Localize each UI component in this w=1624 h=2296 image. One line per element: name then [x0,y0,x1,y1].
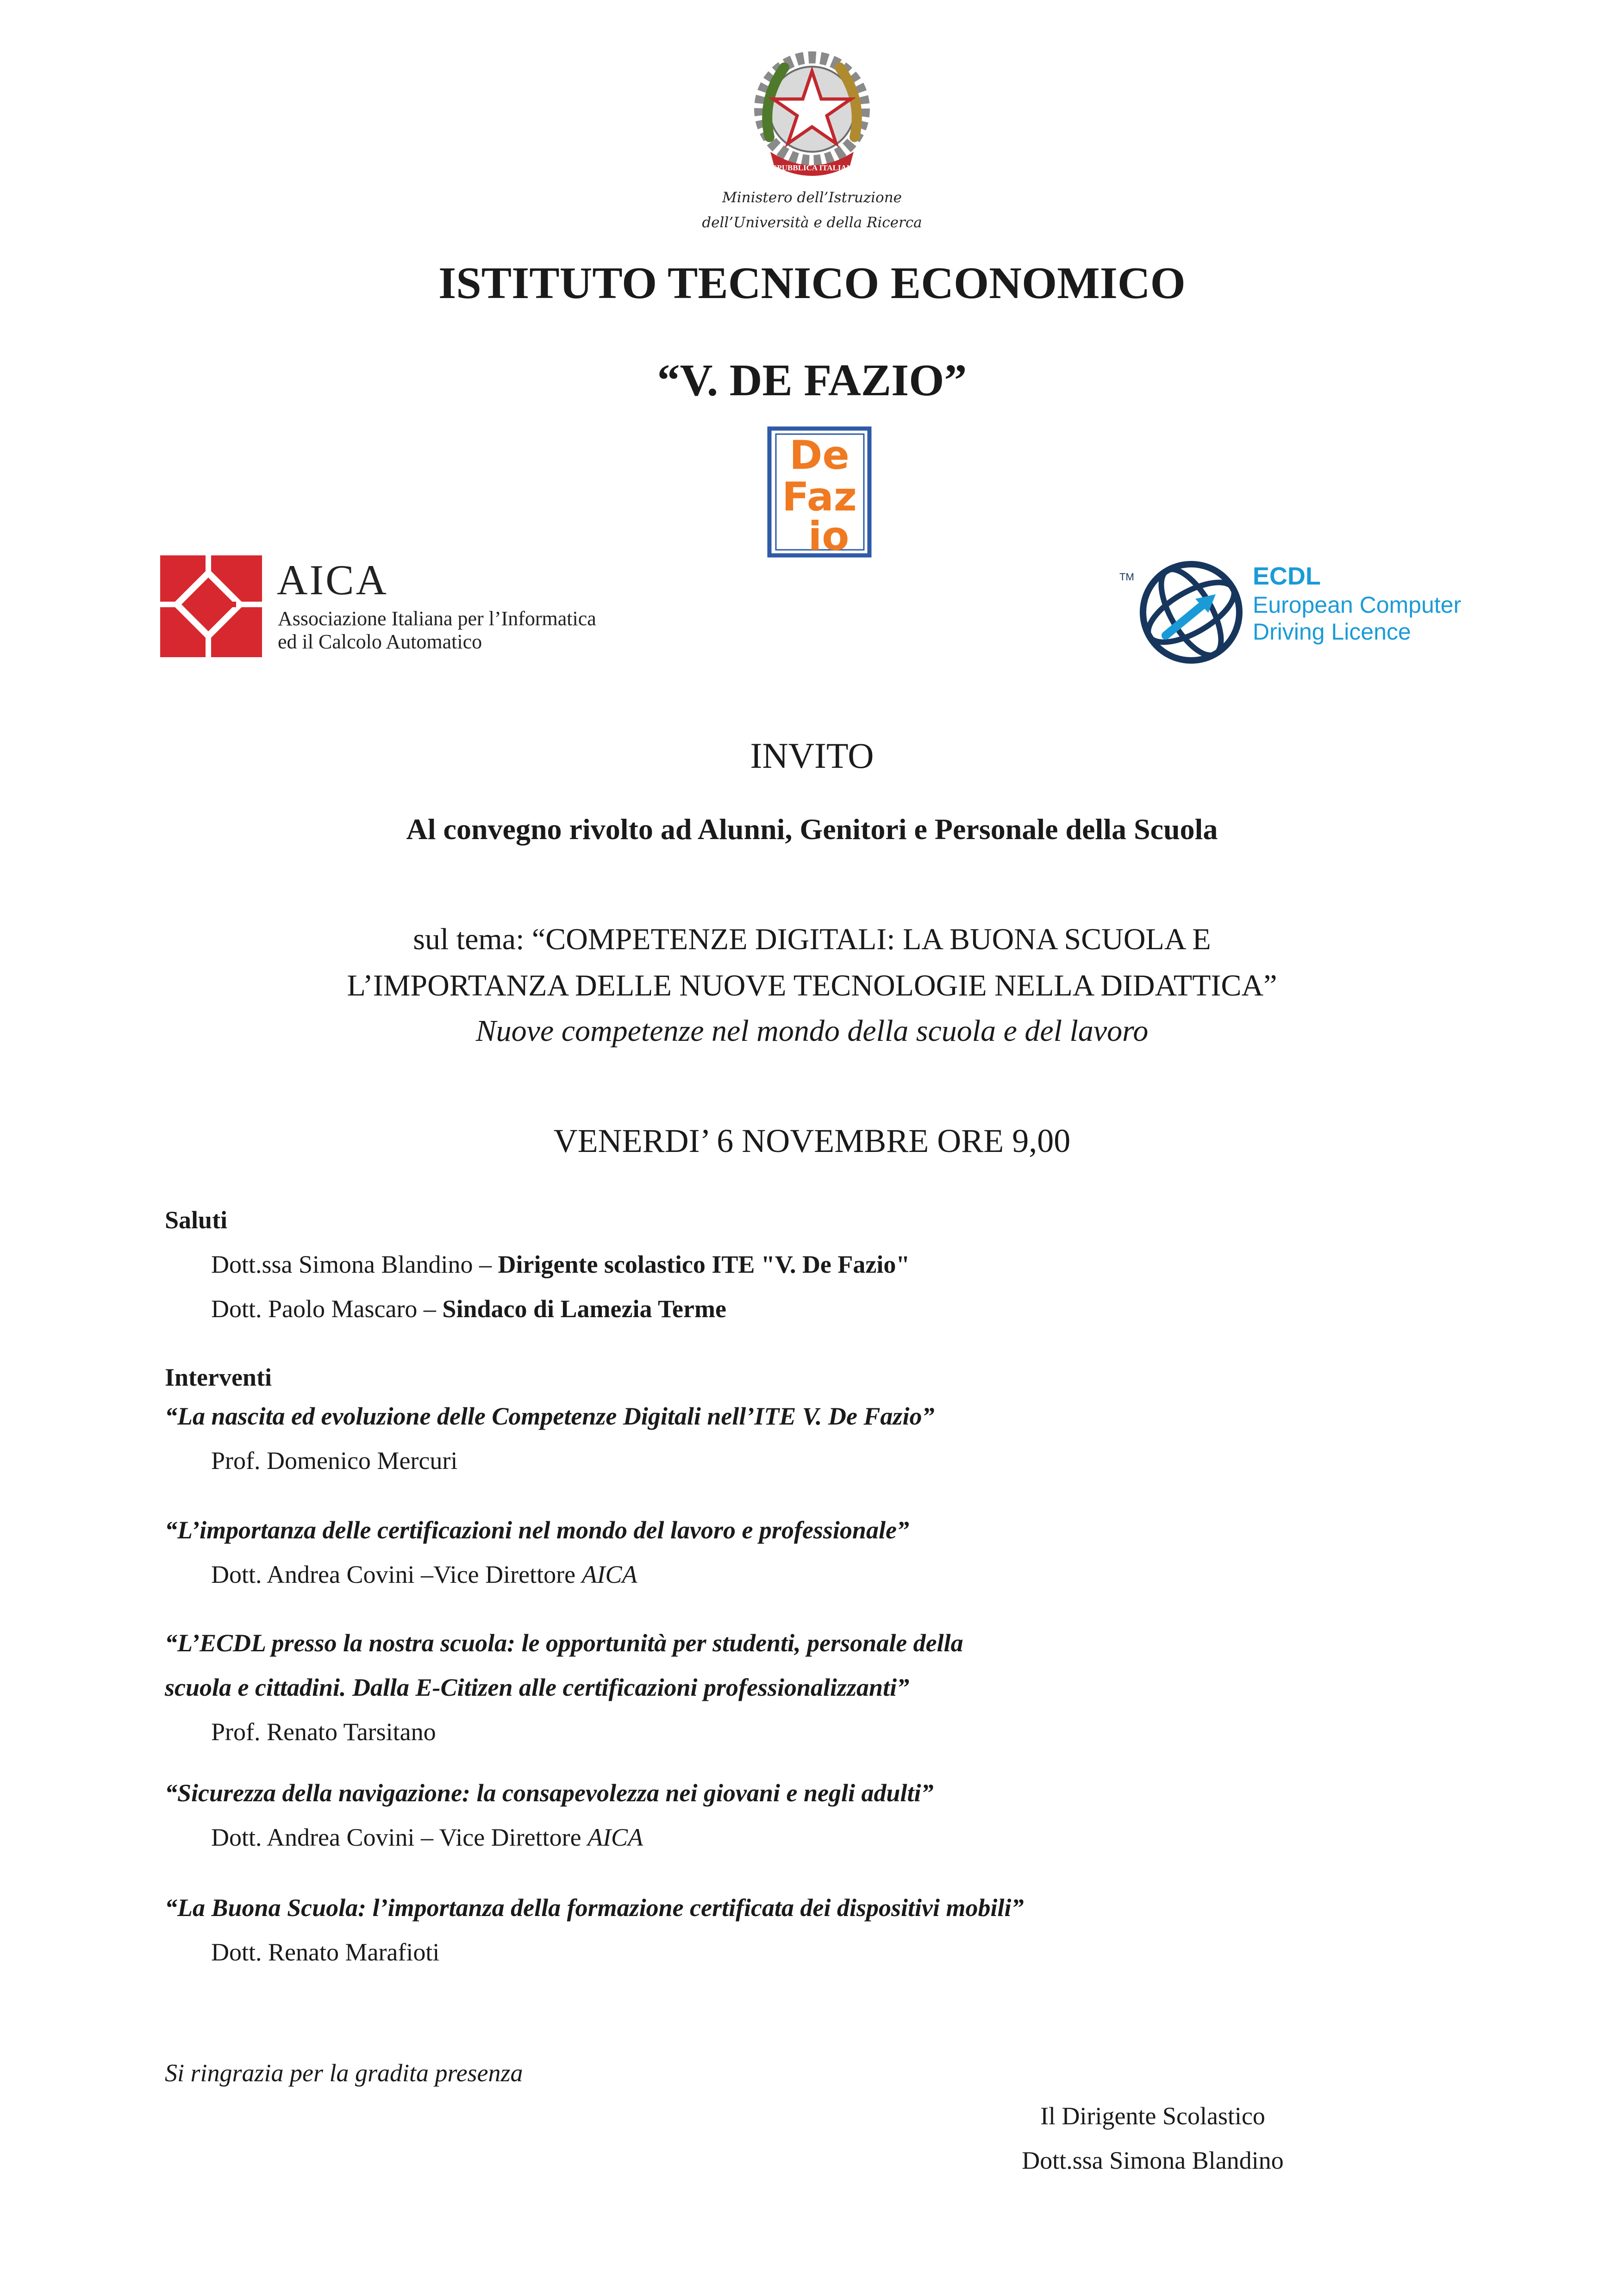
aica-name: AICA [277,556,388,604]
greetings-heading: Saluti [165,1206,228,1234]
de-fazio-logo-line-2: Faz [782,474,857,520]
talk-speaker [165,1815,934,1860]
institute-name: “V. DE FAZIO” [657,355,967,405]
talk-speaker-name: Dott. Andrea Covini –Vice Direttore [211,1561,582,1588]
talk-item [165,1394,934,1483]
talk-speaker [165,1552,909,1597]
theme-line-2: L’IMPORTANZA DELLE NUOVE TECNOLOGIE NELLA DIDATTICA” [347,969,1277,1002]
signatory-name: Dott.ssa Simona Blandino [1022,2147,1284,2174]
signature-block [963,2094,1343,2183]
talks-heading: Interventi [165,1363,272,1391]
ecdl-logo [1119,559,1490,666]
talk-speaker: Prof. Domenico Mercuri [211,1447,458,1475]
greetings-section [165,1198,910,1331]
conference-date: VENERDI’ 6 NOVEMBRE ORE 9,00 [553,1122,1071,1159]
italian-republic-emblem [747,44,877,183]
talk-title: “L’importanza delle certificazioni nel mondo del lavoro e professionale” [165,1516,909,1544]
ministry-name [627,185,997,235]
de-fazio-logo [764,425,875,559]
ecdl-globe-icon [1138,559,1244,666]
ecdl-name: ECDL [1253,562,1321,590]
de-fazio-logo-line-1: De [789,432,849,479]
talk-title: “La nascita ed evoluzione delle Competenze Digitali nell’ITE V. De Fazio” [165,1402,935,1430]
invitation-audience: Al convegno rivolto ad Alunni, Genitori e Personale della Scuola [406,813,1218,846]
aica-subtitle [278,607,596,653]
talk-speaker-org: AICA [581,1561,637,1588]
aica-mark-icon [160,555,262,657]
signatory-role: Il Dirigente Scolastico [1040,2102,1265,2130]
talk-speaker-name: Dott. Andrea Covini – Vice Direttore [211,1823,588,1851]
conference-subtitle: Nuove competenze nel mondo della scuola e del lavoro [475,1014,1149,1048]
aica-subtitle-line-1: Associazione Italiana per l’Informatica [278,607,596,630]
aica-subtitle-line-2: ed il Calcolo Automatico [278,630,482,653]
talk-title-line-2: scuola e cittadini. Dalla E-Citizen alle certificazioni professionalizzanti” [165,1674,910,1701]
talk-item [165,1508,909,1597]
talk-item [165,1621,963,1754]
aica-logo [160,555,651,662]
ecdl-trademark: TM [1119,571,1134,583]
greeting-role: Sindaco di Lamezia Terme [442,1295,726,1323]
greeting-person: Dott.ssa Simona Blandino – [211,1251,498,1278]
de-fazio-logo-line-3: io [808,513,849,559]
conference-theme [0,916,1624,1009]
talk-title: “La Buona Scuola: l’importanza della formazione certificata dei dispositivi mobili” [165,1894,1024,1922]
ecdl-subtitle-line-1: European Computer [1253,592,1462,618]
ecdl-subtitle [1253,591,1461,645]
theme-line-1: sul tema: “COMPETENZE DIGITALI: LA BUONA SCUOLA E [413,922,1211,956]
talk-speaker-org: AICA [587,1823,643,1851]
ministry-line-1: Ministero dell’Istruzione [722,189,902,206]
talk-item [165,1771,934,1860]
ministry-line-2: dell’Università e della Ricerca [702,214,922,231]
talk-item [165,1885,1024,1974]
ecdl-subtitle-line-2: Driving Licence [1253,619,1411,645]
greeting-person: Dott. Paolo Mascaro – [211,1295,443,1323]
talk-title: “Sicurezza della navigazione: la consapevolezza nei giovani e negli adulti” [165,1779,934,1807]
talk-speaker: Prof. Renato Tarsitano [211,1718,436,1746]
invitation-heading: INVITO [750,735,874,776]
greeting-item [165,1287,910,1331]
greeting-item [165,1242,910,1287]
talk-title-line-1: “L’ECDL presso la nostra scuola: le opportunità per studenti, personale della [165,1629,963,1657]
thanks-note: Si ringrazia per la gradita presenza [165,2059,523,2087]
talk-speaker: Dott. Renato Marafioti [211,1938,440,1966]
institute-type: ISTITUTO TECNICO ECONOMICO [438,258,1186,308]
greeting-role: Dirigente scolastico ITE "V. De Fazio" [498,1251,910,1278]
emblem-ribbon-text: REPUBBLICA ITALIANA [766,163,858,172]
